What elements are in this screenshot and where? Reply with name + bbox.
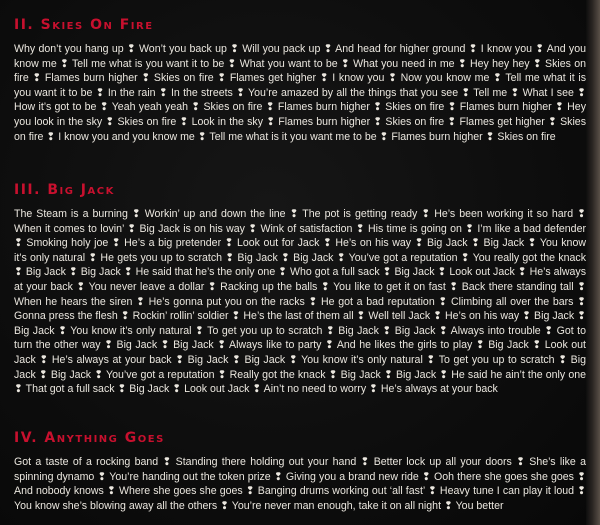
section-lyrics: The Steam is a burning ❢ Workin’ up and down the line ❢ The pot is getting ready ❢ He’s been working it so hard ❢ When it comes to lovin’ ❢ Big Jack is on his way ❢ Wink of satisfaction ❢ His time is going on ❢ I’m like a bad defender ❢ Smoking holy joe ❢ He’s a big pretender ❢ Look out for Jack ❢ He’s on his way ❢ Big Jack ❢ Big Jack ❢ You know it’s only natural ❢ He gets you up to scratch ❢ Big Jack ❢ Big Jack ❢ You’ve got a reputation ❢ You really got the knack ❢ Big Jack ❢ Big Jack ❢ He said that he’s the only one ❢ Who got a full sack ❢ Big Jack ❢ Look out Jack ❢ He’s always at your back ❢ You never leave a dollar ❢ Racking up the balls ❢ You like to get it on fast ❢ Back there standing tall ❢ When he hears the siren ❢ He’s gonna put you on the racks ❢ He got a bad reputation ❢ Climbing all over the bars ❢ Gonna press the flesh ❢ Rockin’ rollin’ soldier ❢ He’s the last of them all ❢ Well tell Jack ❢ He’s on his way ❢ Big Jack ❢ Big Jack ❢ You know it’s only natural ❢ To get you up to scratch ❢ Big Jack ❢ Big Jack ❢ Always into trouble ❢ Got to turn the other way ❢ Big Jack ❢ Big Jack ❢ Always like to party ❢ And he likes the girls to play ❢ Big Jack ❢ Look out Jack ❢ He’s always at your back ❢ Big Jack ❢ Big Jack ❢ You know it’s only natural ❢ To get you up to scratch ❢ Big Jack ❢ Big Jack ❢ You’ve got a reputation ❢ Really got the knack ❢ Big Jack ❢ Big Jack ❢ He said he ain’t the only one ❢ That got a full sack ❢ Big Jack ❢ Look out Jack ❢ Ain’t no need to worry ❢ He’s always at your back xyxy=(14,208,586,396)
section-title: II. Skies On Fire xyxy=(14,17,154,33)
section-title: III. Big Jack xyxy=(14,182,115,198)
section-title: IV. Anything Goes xyxy=(14,430,165,446)
section-lyrics: Got a taste of a rocking band ❢ Standing there holding out your hand ❢ Better lock up all your doors ❢ She’s like a spinning dynamo ❢ You’re handing out the token prize ❢ Giving you a brand new ride ❢ Ooh there she goes she goes ❢ And nobody knows ❢ Where she goes she goes ❢ Banging drums working out ‘all fast’ ❢ Heavy tune I can play it loud ❢ You know she’s blowing away all the others ❢ You’re never man enough, take it on all night ❢ You better xyxy=(14,456,586,512)
section-lyrics: Why don’t you hang up ❢ Won’t you back up ❢ Will you pack up ❢ And head for higher ground ❢ I know you ❢ And you know me ❢ Tell me what is you want it to be ❢ What you want to be ❢ What you need in me ❢ Hey hey hey ❢ Skies on fire ❢ Flames burn higher ❢ Skies on fire ❢ Flames get higher ❢ I know you ❢ Now you know me ❢ Tell me what it is you want it to be ❢ In the rain ❢ In the streets ❢ You’re amazed by all the things that you see ❢ Tell me ❢ What I see ❢ How it’s got to be ❢ Yeah yeah yeah ❢ Skies on fire ❢ Flames burn higher ❢ Skies on fire ❢ Flames burn higher ❢ Hey you look in the sky ❢ Skies on fire ❢ Look in the sky ❢ Flames burn higher ❢ Skies on fire ❢ Flames get higher ❢ Skies on fire ❢ I know you and you know me ❢ Tell me what is it you want me to be ❢ Flames burn higher ❢ Skies on fire xyxy=(14,43,586,143)
page-edge xyxy=(586,0,600,525)
section-skies-on-fire xyxy=(14,16,586,144)
section-big-jack xyxy=(14,181,586,397)
section-anything-goes xyxy=(14,429,586,513)
